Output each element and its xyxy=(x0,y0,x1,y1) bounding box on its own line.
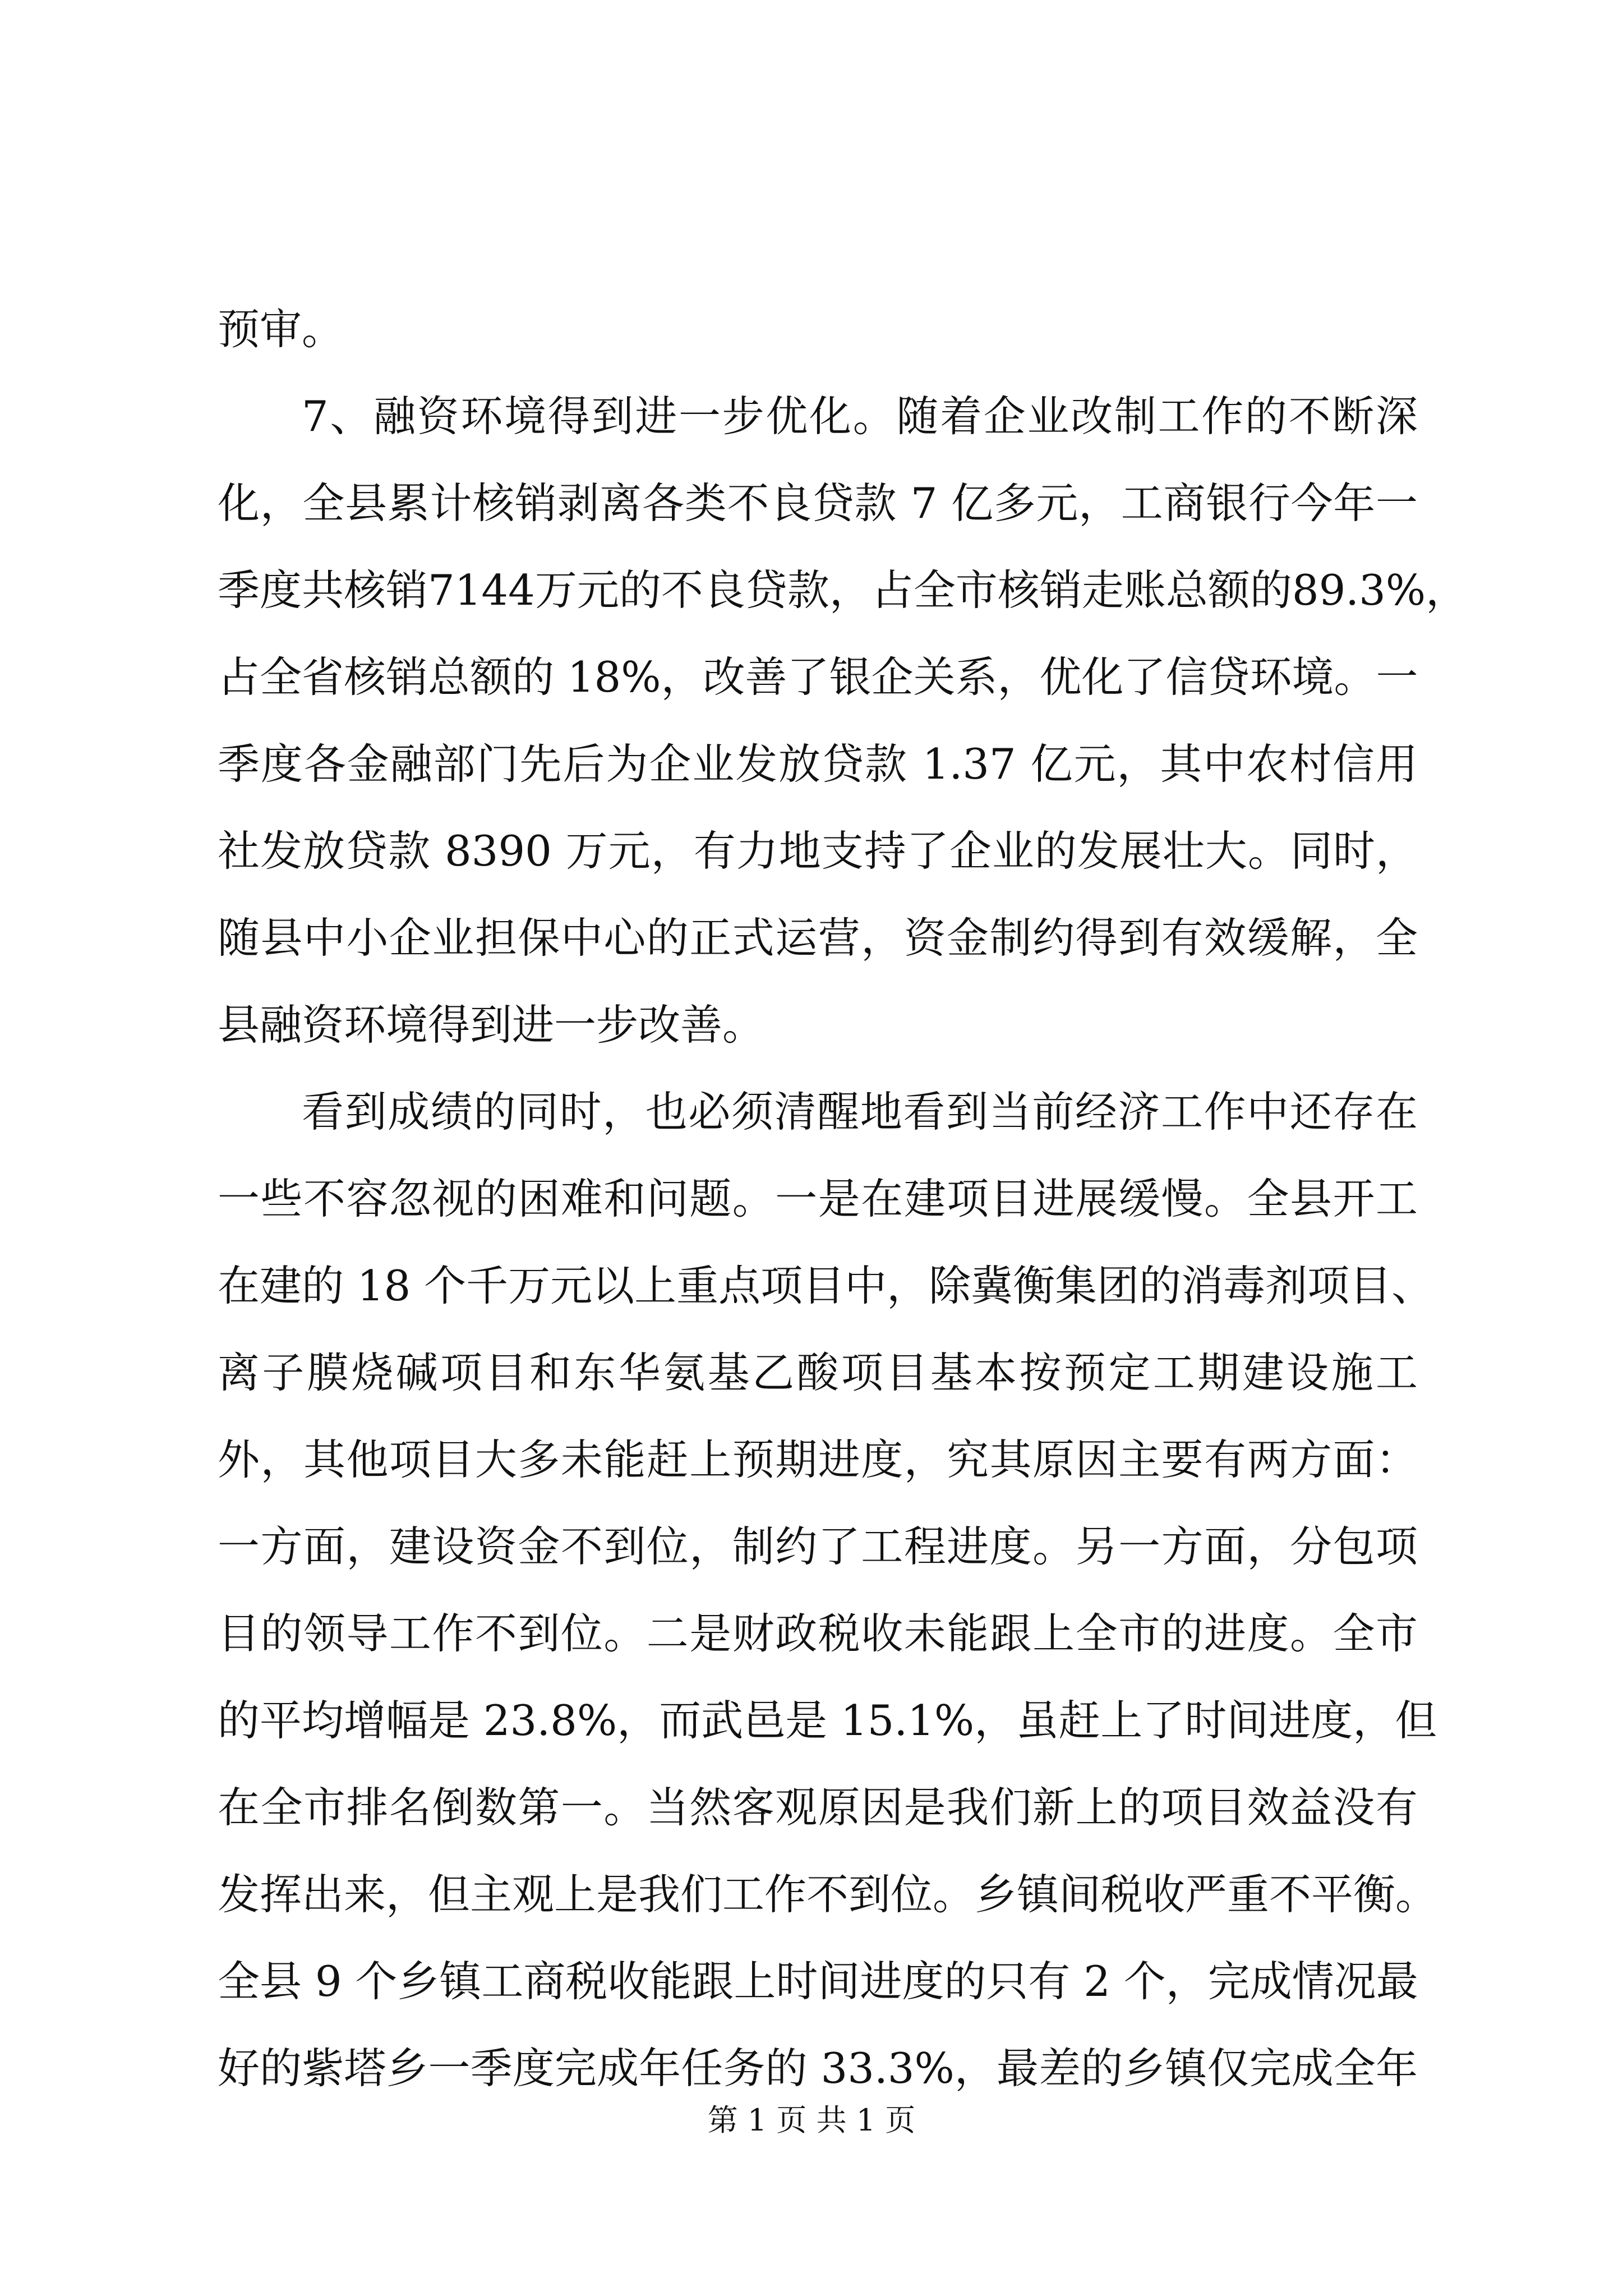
text-line: 一些不容忽视的困难和问题。一是在建项目进展缓慢。全县开工 xyxy=(218,1174,1418,1223)
text-line: 在建的 18 个千万元以上重点项目中，除冀衡集团的消毒剂项目、 xyxy=(218,1261,1434,1310)
page-footer xyxy=(0,2101,1623,2140)
text-line: 目的领导工作不到位。二是财政税收未能跟上全市的进度。全市 xyxy=(218,1609,1418,1658)
text-line: 随县中小企业担保中心的正式运营，资金制约得到有效缓解，全 xyxy=(218,913,1418,963)
text-line: 季度共核销7144万元的不良贷款，占全市核销走账总额的89.3%， xyxy=(218,565,1468,615)
text-line: 一方面，建设资金不到位，制约了工程进度。另一方面，分包项 xyxy=(218,1522,1418,1571)
page-number-label: 第 1 页 共 1 页 xyxy=(707,2102,916,2138)
text-line: 发挥出来，但主观上是我们工作不到位。乡镇间税收严重不平衡。 xyxy=(218,1870,1438,1919)
text-line: 的平均增幅是 23.8%，而武邑是 15.1%，虽赶上了时间进度，但 xyxy=(218,1696,1437,1745)
text-line: 占全省核销总额的 18%，改善了银企关系，优化了信贷环境。一 xyxy=(218,652,1418,702)
text-line: 在全市排名倒数第一。当然客观原因是我们新上的项目效益没有 xyxy=(218,1783,1418,1832)
text-line: 离子膜烧碱项目和东华氨基乙酸项目基本按预定工期建设施工 xyxy=(218,1348,1418,1397)
text-line: 全县 9 个乡镇工商税收能跟上时间进度的只有 2 个，完成情况最 xyxy=(218,1957,1418,2006)
text-line: 季度各金融部门先后为企业发放贷款 1.37 亿元，其中农村信用 xyxy=(218,739,1418,789)
text-line: 好的紫塔乡一季度完成年任务的 33.3%，最差的乡镇仅完成全年 xyxy=(218,2044,1418,2093)
text-line: 化，全县累计核销剥离各类不良贷款 7 亿多元，工商银行今年一 xyxy=(218,478,1418,528)
body-text xyxy=(218,286,1468,2112)
text-line: 外，其他项目大多未能赶上预期进度，究其原因主要有两方面： xyxy=(218,1435,1418,1484)
text-line: 社发放贷款 8390 万元，有力地支持了企业的发展壮大。同时， xyxy=(218,826,1418,876)
text-line: 看到成绩的同时，也必须清醒地看到当前经济工作中还存在 xyxy=(302,1087,1418,1137)
text-line: 县融资环境得到进一步改善。 xyxy=(218,1000,765,1050)
text-line: 预审。 xyxy=(218,305,344,354)
text-line: 7、融资环境得到进一步优化。随着企业改制工作的不断深 xyxy=(302,392,1418,441)
